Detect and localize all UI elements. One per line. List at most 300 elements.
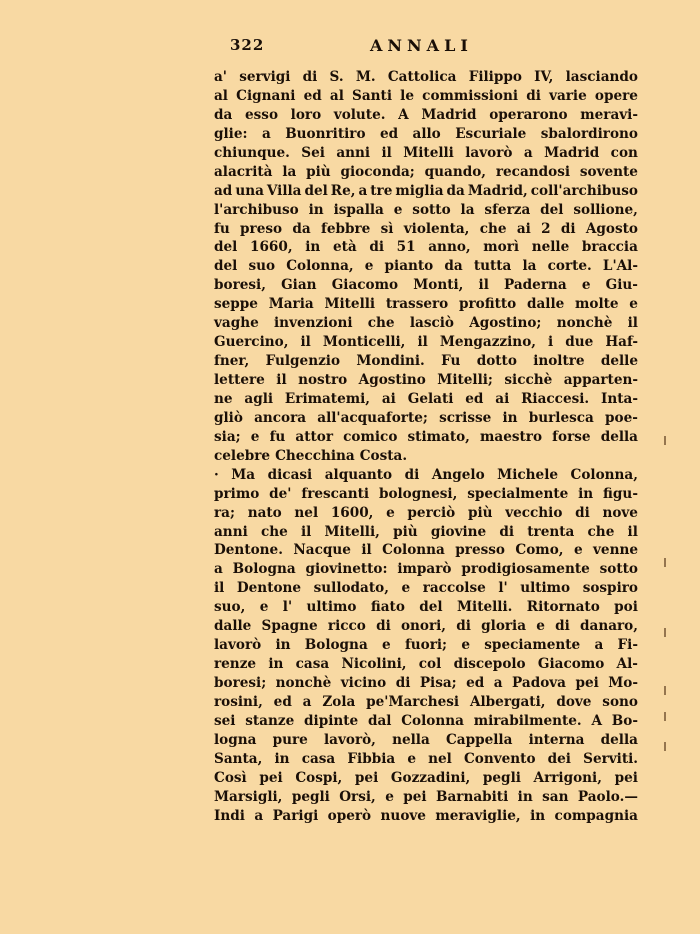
word: ancora xyxy=(254,409,307,426)
word: l' xyxy=(282,599,293,616)
word: delle xyxy=(600,353,638,370)
word: trenta xyxy=(527,523,575,540)
text-line xyxy=(214,447,638,466)
text-line xyxy=(214,276,638,295)
text-line xyxy=(214,257,638,276)
word: logna xyxy=(214,731,257,748)
word: specialmente xyxy=(467,485,569,502)
text-line xyxy=(214,333,638,352)
word: Dentone xyxy=(236,580,302,597)
word: raccolse xyxy=(422,580,486,597)
word: dove xyxy=(556,693,592,710)
word: nostro xyxy=(298,372,348,388)
word: Giu- xyxy=(605,277,638,294)
text-line xyxy=(214,731,638,750)
word: fu xyxy=(214,220,230,237)
text-line xyxy=(214,769,638,788)
word: Bologna xyxy=(232,561,296,578)
word: casa xyxy=(301,750,336,767)
word: del xyxy=(304,182,328,199)
word: età xyxy=(332,239,357,256)
word: violenta, xyxy=(403,220,470,237)
word: al xyxy=(214,87,228,104)
word: Michele xyxy=(497,466,559,483)
word: in xyxy=(530,807,546,824)
word: pei xyxy=(354,769,379,786)
word: scrisse xyxy=(439,409,492,426)
word: 2 xyxy=(541,220,551,237)
word: gioconda; xyxy=(340,163,415,180)
word: sì xyxy=(380,220,394,237)
word: 1660, xyxy=(249,239,293,256)
word: Mo- xyxy=(608,675,638,691)
word: prodigiosamente xyxy=(461,561,590,578)
word: tre xyxy=(370,182,393,199)
word: dicasi xyxy=(267,466,313,483)
word: Colonna, xyxy=(286,258,354,275)
word: la xyxy=(522,258,537,275)
word: braccia xyxy=(581,239,638,256)
word: Albergati, xyxy=(469,693,546,710)
word: Fibbia xyxy=(347,750,396,767)
word: Cattolica xyxy=(387,69,457,85)
word: Buonritiro xyxy=(285,125,366,142)
word: Madrid xyxy=(421,106,477,123)
word: S. xyxy=(329,69,344,85)
word: con xyxy=(610,144,638,161)
word: ispalla xyxy=(333,201,384,218)
word: in xyxy=(578,485,594,502)
word: in xyxy=(274,750,290,767)
word: Cappella xyxy=(445,731,513,748)
word: pegli xyxy=(482,769,521,786)
word: ed xyxy=(465,390,484,407)
word: la xyxy=(460,201,475,218)
word: dotto xyxy=(476,353,517,370)
word: gliò xyxy=(214,409,243,426)
word: miglia xyxy=(395,182,444,199)
word: vecchio xyxy=(505,504,563,521)
text-line xyxy=(214,220,638,239)
word: pei xyxy=(259,769,283,786)
word: nelle xyxy=(531,239,570,256)
word: Giacomo xyxy=(537,656,605,673)
word: Bo- xyxy=(611,712,638,729)
word: Re, xyxy=(330,182,356,199)
text-line xyxy=(214,636,638,655)
word: varie xyxy=(549,87,587,104)
word: Nacque xyxy=(293,542,351,559)
word: allo xyxy=(412,125,441,142)
word: a xyxy=(594,637,604,654)
word: Orsi, xyxy=(339,788,376,805)
margin-mark xyxy=(664,742,666,751)
word: pe'Marchesi xyxy=(366,693,460,710)
word: preso xyxy=(240,220,283,237)
word: de' xyxy=(269,485,292,502)
word: comico xyxy=(343,428,398,445)
word: poe- xyxy=(605,409,638,426)
word: Fulgenzio xyxy=(265,353,341,370)
word: di xyxy=(456,618,471,635)
word: Parigi xyxy=(272,807,319,824)
word: più xyxy=(393,523,418,540)
word: Mitelli xyxy=(324,296,376,313)
word: IV, xyxy=(534,69,554,85)
word: che xyxy=(479,220,507,237)
word: corte. xyxy=(547,258,592,275)
word: profitto xyxy=(458,296,517,313)
text-line xyxy=(214,87,638,106)
word: Mitelli. xyxy=(457,599,513,616)
word: Mitelli, xyxy=(324,523,380,540)
word: Padova xyxy=(512,675,566,691)
word: morì xyxy=(483,239,520,256)
word: perciò xyxy=(407,504,456,521)
word: commissioni xyxy=(422,87,519,104)
word: molte xyxy=(575,296,619,313)
word: il xyxy=(627,523,638,540)
word: invenzioni xyxy=(274,315,353,332)
word: sei xyxy=(214,712,236,729)
word: pegli xyxy=(291,788,330,805)
word: esso xyxy=(244,106,279,123)
text-line xyxy=(214,352,638,371)
word: pianto xyxy=(384,258,434,275)
word: sotto xyxy=(599,561,638,578)
word: volute. xyxy=(333,106,386,123)
word: e xyxy=(407,750,416,767)
word: boresi; xyxy=(214,675,267,691)
word: a xyxy=(523,144,533,161)
word: Colonna xyxy=(382,542,445,559)
word: Monti, xyxy=(413,277,464,294)
word: agli xyxy=(244,390,274,407)
margin-marks xyxy=(660,430,672,770)
word: Villa xyxy=(266,182,302,199)
page-header xyxy=(228,36,640,58)
word: a' xyxy=(214,69,227,85)
word: nonchè xyxy=(556,315,613,332)
word: di xyxy=(302,69,318,85)
word: frescanti xyxy=(301,485,370,502)
body-text xyxy=(214,68,638,826)
word: compagnia xyxy=(554,807,638,824)
word: Serviti. xyxy=(583,750,638,767)
word: sbalordirono xyxy=(540,125,638,142)
word: pure xyxy=(272,731,308,748)
word: rosini, xyxy=(214,693,263,710)
word: M. xyxy=(355,69,376,85)
word: il xyxy=(381,144,392,161)
word: burlesca xyxy=(528,409,594,426)
word: il xyxy=(361,542,372,559)
word: Zola xyxy=(322,693,356,710)
word: mirabilmente. xyxy=(473,712,582,729)
text-line xyxy=(214,371,638,390)
text-line xyxy=(214,428,638,447)
text-line xyxy=(214,504,638,523)
word: celebre xyxy=(214,447,271,464)
word: inoltre xyxy=(533,353,585,370)
word: l' xyxy=(498,580,508,597)
word: Nicolini, xyxy=(341,656,407,673)
word: Angelo xyxy=(431,466,485,483)
word: anno, xyxy=(428,239,471,256)
word: Erimatemi, xyxy=(284,390,371,407)
word: ad xyxy=(214,182,233,199)
word: Como, xyxy=(515,542,564,559)
word: in xyxy=(268,656,284,673)
word: Colonna xyxy=(401,712,464,729)
word: seppe xyxy=(214,296,258,313)
text-line xyxy=(214,693,638,712)
word: in xyxy=(517,788,533,805)
word: e xyxy=(259,599,269,616)
running-title: ANNALI xyxy=(370,36,473,55)
text-line xyxy=(214,560,638,579)
word: al xyxy=(329,87,344,104)
word: il xyxy=(214,580,225,597)
word: giovinetto: xyxy=(305,561,388,578)
word: presso xyxy=(455,542,505,559)
word: Madrid, xyxy=(467,182,528,199)
word: da xyxy=(292,220,311,237)
word: pei xyxy=(614,769,638,786)
word: a xyxy=(493,675,503,691)
word: l'archibuso xyxy=(214,201,299,218)
word: e xyxy=(385,788,394,805)
word: alacrità xyxy=(214,163,273,180)
word: di xyxy=(499,523,515,540)
word: Gozzadini, xyxy=(390,769,471,786)
word: in xyxy=(305,239,321,256)
word: da xyxy=(444,258,463,275)
word: discepolo xyxy=(453,656,526,673)
text-line xyxy=(214,238,638,257)
word: ed xyxy=(273,693,292,710)
word: sullodato, xyxy=(313,580,389,597)
word: Mitelli; xyxy=(437,372,493,388)
word: nuove xyxy=(380,807,426,824)
word: Cospi, xyxy=(295,769,343,786)
word: stanze xyxy=(245,712,295,729)
word: forse xyxy=(552,428,591,445)
word: il xyxy=(417,334,428,351)
word: Convento xyxy=(463,750,536,767)
word: recandosi xyxy=(495,163,571,180)
word: il xyxy=(276,372,287,388)
word: sono xyxy=(602,693,638,710)
text-line xyxy=(214,655,638,674)
word: Inta- xyxy=(601,390,638,407)
word: Spagne xyxy=(261,618,318,635)
text-line xyxy=(214,201,638,220)
word: chiunque. xyxy=(214,144,290,161)
word: nella xyxy=(392,731,430,748)
word: più xyxy=(306,163,331,180)
word: lasciò xyxy=(409,315,454,332)
word: Sei xyxy=(301,144,325,161)
text-line xyxy=(214,144,638,163)
word: danaro, xyxy=(580,618,638,635)
word: Cignani xyxy=(236,87,296,104)
word: nato xyxy=(247,504,282,521)
word: sollione, xyxy=(573,201,638,218)
word: lavorò xyxy=(214,637,262,654)
word: maestro xyxy=(480,428,543,445)
word: e xyxy=(401,580,411,597)
word: onori, xyxy=(400,618,447,635)
word: apparten- xyxy=(563,372,638,388)
word: dei xyxy=(547,750,571,767)
word: 51 xyxy=(396,239,416,256)
word: Al- xyxy=(616,656,638,673)
word: Paolo.— xyxy=(577,788,638,805)
text-line xyxy=(214,163,638,182)
word: le xyxy=(400,87,414,104)
word: una xyxy=(235,182,264,199)
text-line xyxy=(214,750,638,769)
text-line xyxy=(214,314,638,333)
word: Filippo xyxy=(468,69,522,85)
word: A xyxy=(591,712,602,729)
word: della xyxy=(600,731,638,748)
word: e xyxy=(382,637,391,654)
margin-mark xyxy=(664,628,666,637)
word: ricco xyxy=(327,618,366,635)
word: dipinte xyxy=(304,712,359,729)
word: da xyxy=(214,106,233,123)
word: lasciando xyxy=(565,69,638,85)
word: Così xyxy=(214,769,247,786)
word: e xyxy=(581,277,591,294)
word: Gelati xyxy=(407,390,454,407)
word: in xyxy=(308,201,324,218)
word: la xyxy=(282,163,297,180)
word: Paderna xyxy=(504,277,567,294)
word: Agosto xyxy=(585,220,638,237)
text-line xyxy=(214,409,638,428)
word: all'acquaforte; xyxy=(317,409,428,426)
text-line xyxy=(214,106,638,125)
text-line xyxy=(214,390,638,409)
word: suo xyxy=(248,258,276,275)
word: della xyxy=(600,428,638,445)
word: ed xyxy=(379,125,399,142)
word: dal xyxy=(367,712,392,729)
word: primo xyxy=(214,485,260,502)
word: Ma xyxy=(231,466,256,483)
word: e xyxy=(386,504,395,521)
word: san xyxy=(542,788,569,805)
word: suo, xyxy=(214,599,246,616)
word: Pisa; xyxy=(419,675,457,691)
word: fuori; xyxy=(404,637,448,654)
word: a xyxy=(261,125,271,142)
word: sospiro xyxy=(582,580,638,597)
word: speciamente xyxy=(484,637,581,654)
word: dalle xyxy=(526,296,565,313)
word: Indi xyxy=(214,807,245,824)
word: Arrigoni, xyxy=(533,769,602,786)
word: alquanto xyxy=(324,466,393,483)
word: poi xyxy=(614,599,638,616)
word: anni xyxy=(214,523,248,540)
word: sotto xyxy=(412,201,451,218)
word: renze xyxy=(214,656,257,673)
word: e xyxy=(629,296,638,313)
word: nove xyxy=(602,504,638,521)
word: Fi- xyxy=(617,637,638,654)
word: Dentone. xyxy=(214,542,283,559)
word: e xyxy=(461,637,471,654)
word: sicchè xyxy=(504,372,553,388)
word: lavorò xyxy=(465,144,513,161)
text-line xyxy=(214,125,638,144)
word: a xyxy=(254,807,264,824)
word: del xyxy=(214,258,238,275)
margin-mark xyxy=(664,712,666,721)
word: sferza xyxy=(484,201,531,218)
word: col xyxy=(418,656,442,673)
word: il xyxy=(300,523,312,540)
word: lettere xyxy=(214,372,265,388)
text-line xyxy=(214,295,638,314)
word: del xyxy=(540,201,564,218)
word: che xyxy=(587,523,615,540)
word: ra; xyxy=(214,504,235,521)
margin-mark xyxy=(664,686,666,695)
word: in xyxy=(275,637,291,654)
word: Barnabiti xyxy=(435,788,509,805)
word: sovente xyxy=(579,163,638,180)
word: Colonna, xyxy=(570,466,638,483)
word: imparò xyxy=(397,561,452,578)
word: di xyxy=(369,239,385,256)
word: venne xyxy=(593,542,638,559)
word: Monticelli, xyxy=(322,334,406,351)
word: nonchè xyxy=(275,675,332,691)
word: a xyxy=(302,693,312,710)
word: Mengazzino, xyxy=(439,334,536,351)
word: sia; xyxy=(214,428,241,445)
word: Guercino, xyxy=(214,334,289,351)
word: a xyxy=(358,182,368,199)
text-line xyxy=(214,712,638,731)
page-number: 322 xyxy=(230,36,265,54)
word: L'Al- xyxy=(602,258,638,275)
word: Santi xyxy=(352,87,392,104)
word: tutta xyxy=(473,258,512,275)
word: Checchina xyxy=(275,447,355,464)
word: nel xyxy=(294,504,319,521)
word: anni xyxy=(336,144,371,161)
text-line xyxy=(214,674,638,693)
word: Ritornato xyxy=(526,599,600,616)
word: 1600, xyxy=(330,504,374,521)
margin-mark xyxy=(664,436,666,445)
word: quando, xyxy=(424,163,487,180)
text-line xyxy=(214,485,638,504)
word: Madrid xyxy=(544,144,600,161)
word: vaghe xyxy=(214,315,259,332)
word: bolognesi, xyxy=(378,485,458,502)
word: da xyxy=(446,182,465,199)
word: Agostino; xyxy=(469,315,542,332)
word: Marsigli, xyxy=(214,788,283,805)
word: del xyxy=(214,239,238,256)
